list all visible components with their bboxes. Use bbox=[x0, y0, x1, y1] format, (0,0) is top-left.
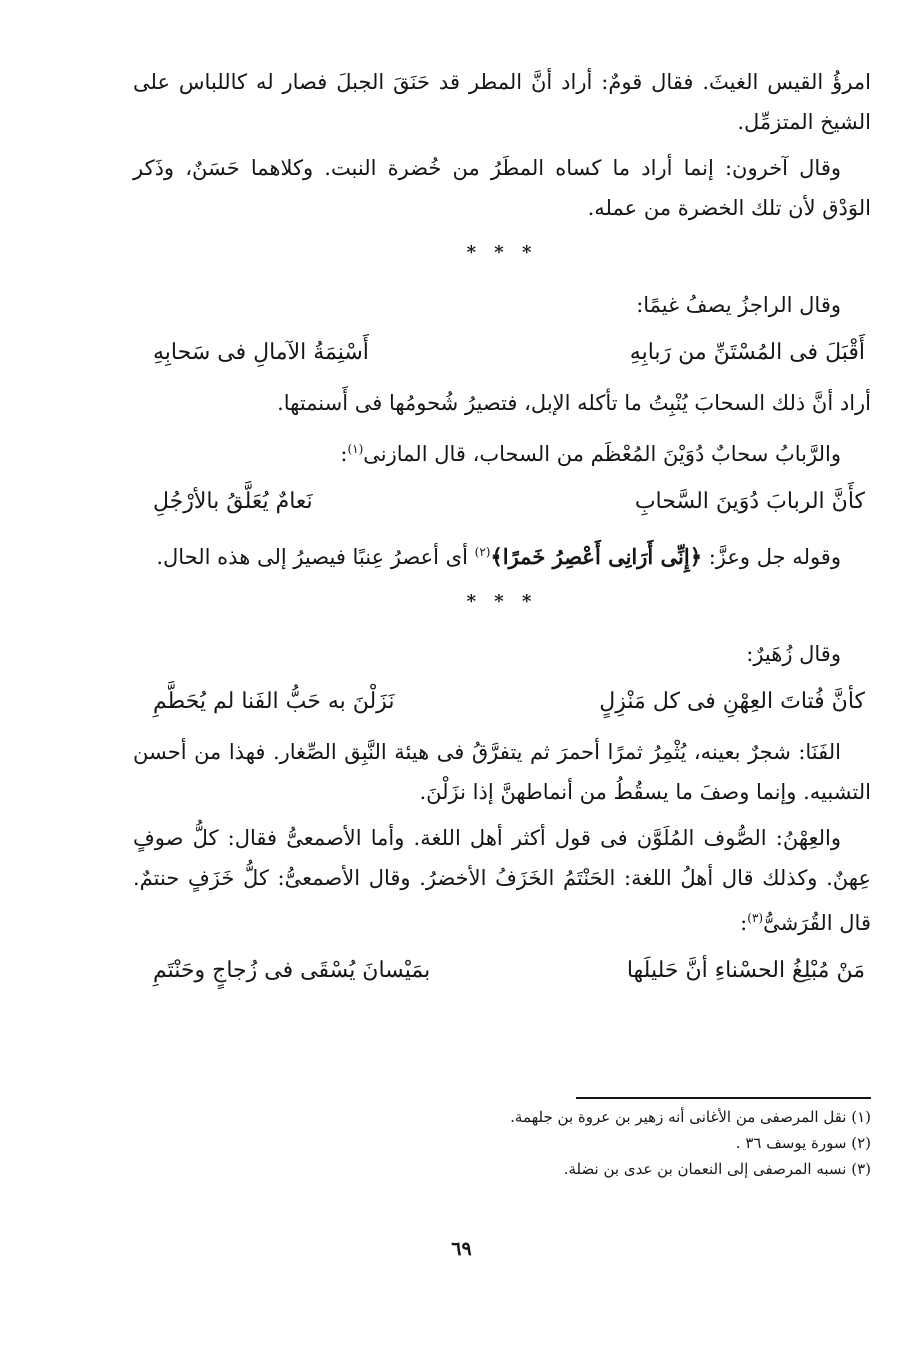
verse-1-second-hemistich: أَسْنِمَةُ الآمالِ فى سَحابِهِ bbox=[153, 340, 369, 365]
footnote-ref-2: (٢) bbox=[474, 545, 491, 559]
footnotes bbox=[133, 1104, 871, 1182]
verse-line-2 bbox=[133, 480, 871, 524]
footnote-divider bbox=[576, 1097, 871, 1099]
verse-4-second-hemistich: بمَيْسانَ يُسْقَى فى زُجاجٍ وحَنْتَمِ bbox=[153, 958, 431, 983]
quran-verse: ﴿إِنِّى أَرَانِى أَعْصِرُ خَمرًا﴾ bbox=[490, 544, 703, 569]
paragraph-ihn-definition bbox=[133, 818, 871, 943]
ihn-colon: : bbox=[740, 911, 748, 935]
section-separator-2: * * * bbox=[466, 591, 538, 612]
rabab-text: والرَّبابُ سحابٌ دُوَيْنَ المُعْظَم من السحاب، قال المازنى bbox=[363, 442, 841, 466]
section-separator: * * * bbox=[466, 242, 538, 263]
footnote-ref-1: (١) bbox=[347, 442, 364, 456]
page-body bbox=[133, 62, 871, 1001]
footnote-2: (٢) سورة يوسف ٣٦ . bbox=[735, 1134, 871, 1152]
verse-line-1 bbox=[133, 331, 871, 375]
verse-line-3 bbox=[133, 680, 871, 724]
verse-3-first-hemistich: كأنَّ فُتاتَ العِهْنِ فى كل مَنْزِلٍ bbox=[599, 689, 865, 714]
paragraph-rajiz-intro: وقال الراجزُ يصفُ غيمًا: bbox=[636, 293, 841, 317]
paragraph-explanation-clouds: أراد أنَّ ذلك السحابَ يُنْبِتُ ما تأكله الإبل، فتصيرُ شُحومُها فى أَسنمتها. bbox=[277, 391, 871, 415]
page-number: ٦٩ bbox=[451, 1238, 472, 1260]
paragraph-rabab-definition bbox=[133, 429, 871, 474]
paragraph-zuhayr-intro: وقال زُهَيرٌ: bbox=[746, 642, 841, 666]
verse-4-first-hemistich: مَنْ مُبْلِغُ الحسْناءِ أنَّ حَليلَها bbox=[626, 958, 865, 983]
paragraph-imru-al-qais: امرؤُ القيس الغيثَ. فقال قومٌ: أراد أنَّ المطر قد حَنَقَ الجبلَ فصار له كاللباس على الشيخ المتزمِّل. bbox=[133, 70, 871, 134]
paragraph-quran-quote bbox=[133, 532, 871, 577]
paragraph-others-said: وقال آخرون: إنما أراد ما كساه المطَرُ من خُضرة النبت. وكلاهما حَسَنٌ، وذَكر الوَدْق لأن تلك الخضرة من عمله. bbox=[133, 156, 871, 220]
quran-explanation: أى أعصرُ عِنبًا فيصيرُ إلى هذه الحال. bbox=[156, 545, 468, 569]
footnote-1: (١) نقل المرصفى من الأغانى أنه زهير بن عروة بن جلهمة. bbox=[510, 1108, 871, 1126]
footnote-3: (٣) نسبه المرصفى إلى النعمان بن عدى بن نضلة. bbox=[563, 1160, 871, 1178]
paragraph-fana-definition: الفَنَا: شجرٌ بعينه، يُثْمِرُ ثمرًا أحمرَ ثم يتفرَّقُ فى هيئة النَّبِق الصِّغار. فهذا من أحسن التشبيه. وإنما وصفَ ما يسقُطُ من أنماطهنَّ إذا نزَلْنَ. bbox=[133, 740, 871, 804]
ihn-text: والعِهْنُ: الصُّوف المُلَوَّن فى قول أكثر أهل اللغة. وأما الأصمعىُّ فقال: كلُّ صوفٍ عِهنٌ. وكذلك قال أهلُ اللغة: الحَنْتَمُ الخَزَفُ الأخضرُ. وقال الأصمعىُّ: كلُّ خَزَفٍ حنتمٌ. قال القُرَشىُّ bbox=[133, 826, 871, 935]
verse-line-4 bbox=[133, 949, 871, 993]
quran-intro: وقوله جل وعزَّ: bbox=[708, 545, 841, 569]
verse-2-first-hemistich: كأَنَّ الربابَ دُوَينَ السَّحابِ bbox=[634, 489, 865, 514]
rabab-colon: : bbox=[340, 442, 348, 466]
footnote-ref-3: (٣) bbox=[747, 911, 764, 925]
verse-3-second-hemistich: نَزَلْنَ به حَبُّ الفَنا لم يُحَطَّمِ bbox=[153, 689, 395, 714]
verse-1-first-hemistich: أَقْبَلَ فى المُسْتَنِّ من رَبابِهِ bbox=[629, 340, 865, 365]
verse-2-second-hemistich: نَعامٌ يُعَلَّقُ بالأرْجُلِ bbox=[153, 489, 313, 514]
